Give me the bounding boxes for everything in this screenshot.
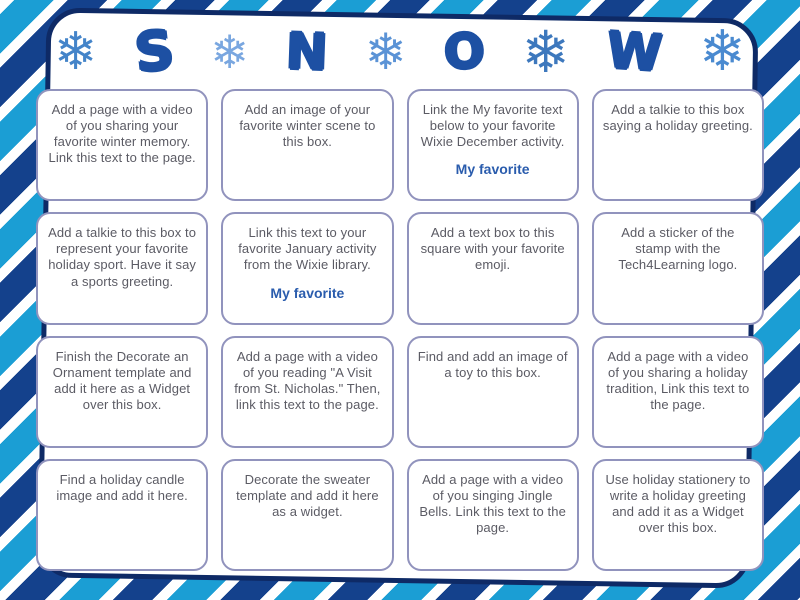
grid-cell-tech4learning-sticker[interactable]: [592, 212, 764, 324]
grid-cell-winter-memory-video[interactable]: [36, 89, 208, 201]
cell-instruction: Add a text box to this square with your favorite emoji.: [420, 225, 565, 273]
cell-instruction: Find a holiday candle image and add it here.: [56, 471, 188, 503]
cell-instruction: Add a page with a video of you reading "A Visit from St. Nicholas." Then, link this text to the page.: [234, 348, 381, 412]
activity-grid: [36, 89, 764, 571]
grid-cell-toy-image[interactable]: [407, 336, 579, 448]
cell-instruction: Add a talkie to this box to represent your favorite holiday sport. Have it say a sports greeting.: [48, 225, 197, 289]
snowflake-icon: ❄: [699, 19, 746, 84]
cell-instruction: Link the My favorite text below to your favorite Wixie December activity.: [420, 102, 565, 150]
cell-instruction: Link this text to your favorite January activity from the Wixie library.: [238, 225, 377, 273]
snowflake-icon: ❄: [521, 18, 570, 86]
snowflake-icon: ❄: [210, 25, 249, 79]
grid-cell-december-activity-link[interactable]: [407, 89, 579, 201]
grid-cell-st-nicholas-video[interactable]: [221, 336, 393, 448]
grid-cell-jingle-bells-video[interactable]: [407, 459, 579, 571]
grid-cell-emoji-text-box[interactable]: [407, 212, 579, 324]
grid-cell-sweater-widget[interactable]: [221, 459, 393, 571]
snowflake-icon: ❄: [364, 23, 407, 81]
my-favorite-link[interactable]: My favorite: [455, 161, 530, 178]
grid-cell-january-activity-link[interactable]: [221, 212, 393, 324]
grid-cell-holiday-stationery-widget[interactable]: [592, 459, 764, 571]
grid-cell-sports-talkie[interactable]: [36, 212, 208, 324]
title-letter-o: O: [442, 22, 486, 82]
grid-cell-ornament-widget[interactable]: [36, 336, 208, 448]
title-letter-n: N: [284, 22, 329, 82]
cell-instruction: Add a page with a video of you sharing a holiday tradition, Link this text to the page.: [606, 348, 750, 412]
title-letter-s: S: [131, 18, 177, 85]
title-banner: [54, 16, 746, 88]
grid-cell-holiday-candle-image[interactable]: [36, 459, 208, 571]
my-favorite-link[interactable]: My favorite: [270, 284, 345, 301]
title-letter-w: W: [604, 21, 665, 83]
snowflake-icon: ❄: [54, 22, 98, 82]
cell-instruction: Add a talkie to this box saying a holiday greeting.: [602, 102, 753, 134]
grid-cell-holiday-tradition-video[interactable]: [592, 336, 764, 448]
cell-instruction: Find and add an image of a toy to this box.: [417, 348, 568, 380]
cell-instruction: Decorate the sweater template and add it here as a widget.: [236, 471, 379, 519]
grid-cell-winter-scene-image[interactable]: [221, 89, 393, 201]
cell-instruction: Add a page with a video of you singing Jingle Bells. Link this text to the page.: [419, 471, 566, 536]
cell-instruction: Use holiday stationery to write a holiday greeting and add it as a Widget over this box.: [605, 471, 751, 536]
cell-instruction: Add an image of your favorite winter scene to this box.: [239, 102, 376, 150]
grid-cell-holiday-greeting-talkie[interactable]: [592, 89, 764, 201]
cell-instruction: Finish the Decorate an Ornament template and add it here as a Widget over this box.: [52, 348, 192, 412]
cell-instruction: Add a sticker of the stamp with the Tech4Learning logo.: [618, 225, 738, 273]
cell-instruction: Add a page with a video of you sharing your favorite winter memory. Link this text to the page.: [48, 102, 196, 166]
